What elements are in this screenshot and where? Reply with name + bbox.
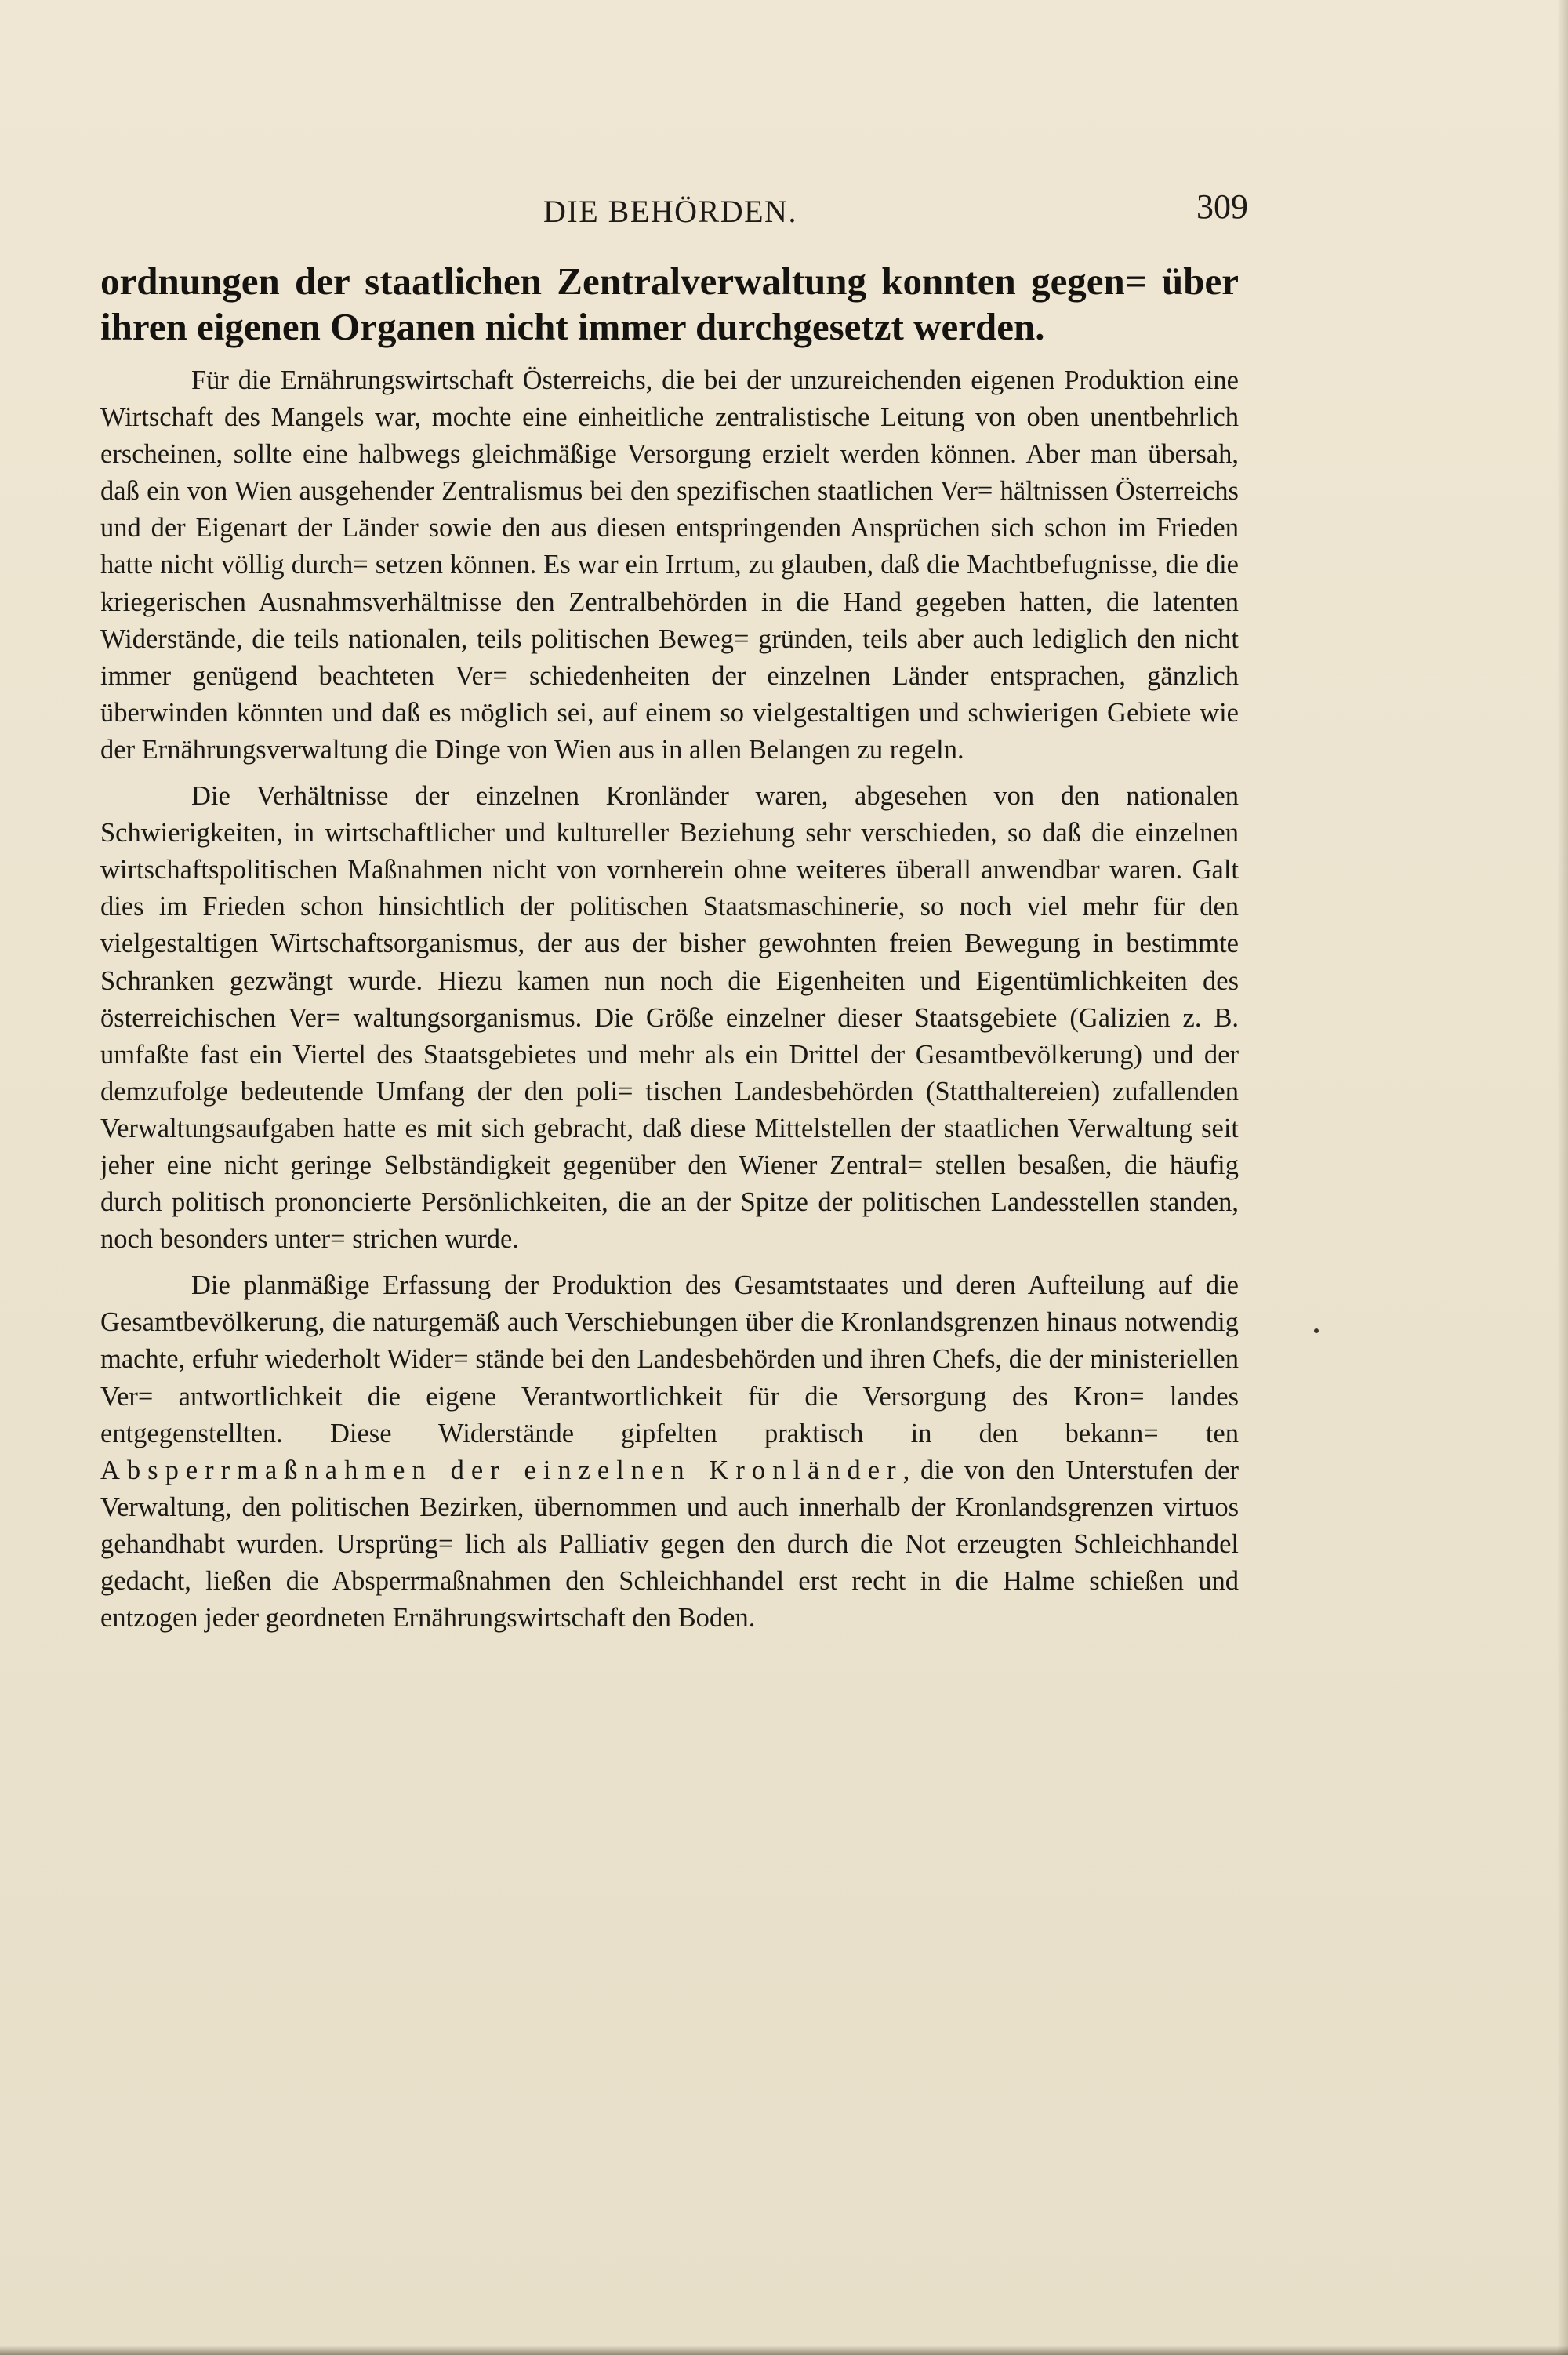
paragraph-1: Für die Ernährungswirtschaft Österreichs, die bei der unzureichenden eigenen Produktion eine Wirtschaft des Mangels war, mochte eine einheitliche zentralistische Leitung von oben unentbehrlich erscheinen, sollte eine halbwegs gleichmäßige Versorgung erzielt werden können. Aber man übersah, daß ein von Wien ausgehender Zentralismus bei den spezifischen staatlichen Ver= hältnissen Österreichs und der Eigenart der Länder sowie den aus diesen entspringenden Ansprüchen sich schon im Frieden hatte nicht völlig durch= setzen können. Es war ein Irrtum, zu glauben, daß die Machtbefugnisse, die die kriegerischen Ausnahmsverhältnisse den Zentralbehörden in die Hand gegeben hatten, die latenten Widerstände, die teils nationalen, teils politischen Beweg= gründen, teils aber auch lediglich den nicht immer genügend beachteten Ver= schiedenheiten der einzelnen Länder entsprachen, gänzlich überwinden könnten und daß es möglich sei, auf einem so vielgestaltigen und schwierigen Gebiete wie der Ernährungsverwaltung die Dinge von Wien aus in allen Belangen zu regeln. bbox=[100, 365, 1239, 765]
paragraph-3-text-after: , die von den Unterstufen der Verwaltung, den politischen Bezirken, übernommen und auch innerhalb der Kronlandsgrenzen virtuos gehandhabt wurden. Ursprüng= lich als Palliativ gegen den durch die Not erzeugten Schleichhandel gedacht, ließen die Absperrmaßnahmen den Schleichhandel erst recht in die Halme schießen und entzogen jeder geordneten Ernährungswirtschaft den Boden. bbox=[100, 1455, 1239, 1634]
paragraph-2: Die Verhältnisse der einzelnen Kronländer waren, abgesehen von den nationalen Schwierigkeiten, in wirtschaftlicher und kultureller Beziehung sehr verschieden, so daß die einzelnen wirtschaftspolitischen Maßnahmen nicht von vornherein ohne weiteres überall anwendbar waren. Galt dies im Frieden schon hinsichtlich der politischen Staatsmaschinerie, so noch viel mehr für den vielgestaltigen Wirtschaftsorganismus, der aus der bisher gewohnten freien Bewegung in bestimmte Schranken gezwängt wurde. Hiezu kamen nun noch die Eigenheiten und Eigentümlichkeiten des österreichischen Ver= waltungsorganismus. Die Größe einzelner dieser Staatsgebiete (Galizien z. B. umfaßte fast ein Viertel des Staatsgebietes und mehr als ein Drittel der Gesamtbevölkerung) und der demzufolge bedeutende Umfang der den poli= tischen Landesbehörden (Statthaltereien) zufallenden Verwaltungsaufgaben hatte es mit sich gebracht, daß diese Mittelstellen der staatlichen Verwaltung seit jeher eine nicht geringe Selbständigkeit gegenüber den Wiener Zentral= stellen besaßen, die häufig durch politisch prononcierte Persönlichkeiten, die an der Spitze der politischen Landesstellen standen, noch besonders unter= strichen wurde. bbox=[100, 781, 1239, 1255]
emphasized-term: Absperrmaßnahmen der einzelnen Kronländer bbox=[100, 1455, 903, 1485]
paragraph-3 bbox=[100, 1267, 1239, 1637]
paragraph-3-text-before: Die planmäßige Erfassung der Produktion des Gesamtstaates und deren Aufteilung auf die Gesamtbevölkerung, die naturgemäß auch Verschiebungen über die Kronlandsgrenzen hinaus notwendig machte, erfuhr wiederholt Wider= stände bei den Landesbehörden und ihren Chefs, die der ministeriellen Ver= antwortlichkeit die eigene Verantwortlichkeit für die Versorgung des Kron= landes entgegenstellten. Diese Widerstände gipfelten praktisch in den bekann= ten bbox=[100, 1270, 1239, 1448]
running-header bbox=[102, 187, 1248, 234]
continued-heading: ordnungen der staatlichen Zentralverwaltung konnten gegen= über ihren eigenen Organen nicht immer durchgesetzt werden. bbox=[100, 260, 1239, 348]
page-number: 309 bbox=[1196, 187, 1248, 226]
page-edge-shadow bbox=[1557, 0, 1568, 2355]
page-bottom-edge bbox=[0, 2346, 1568, 2355]
chapter-running-title: DIE BEHÖRDEN. bbox=[543, 194, 797, 229]
main-text bbox=[100, 259, 1239, 1646]
print-speck bbox=[1314, 1328, 1319, 1333]
